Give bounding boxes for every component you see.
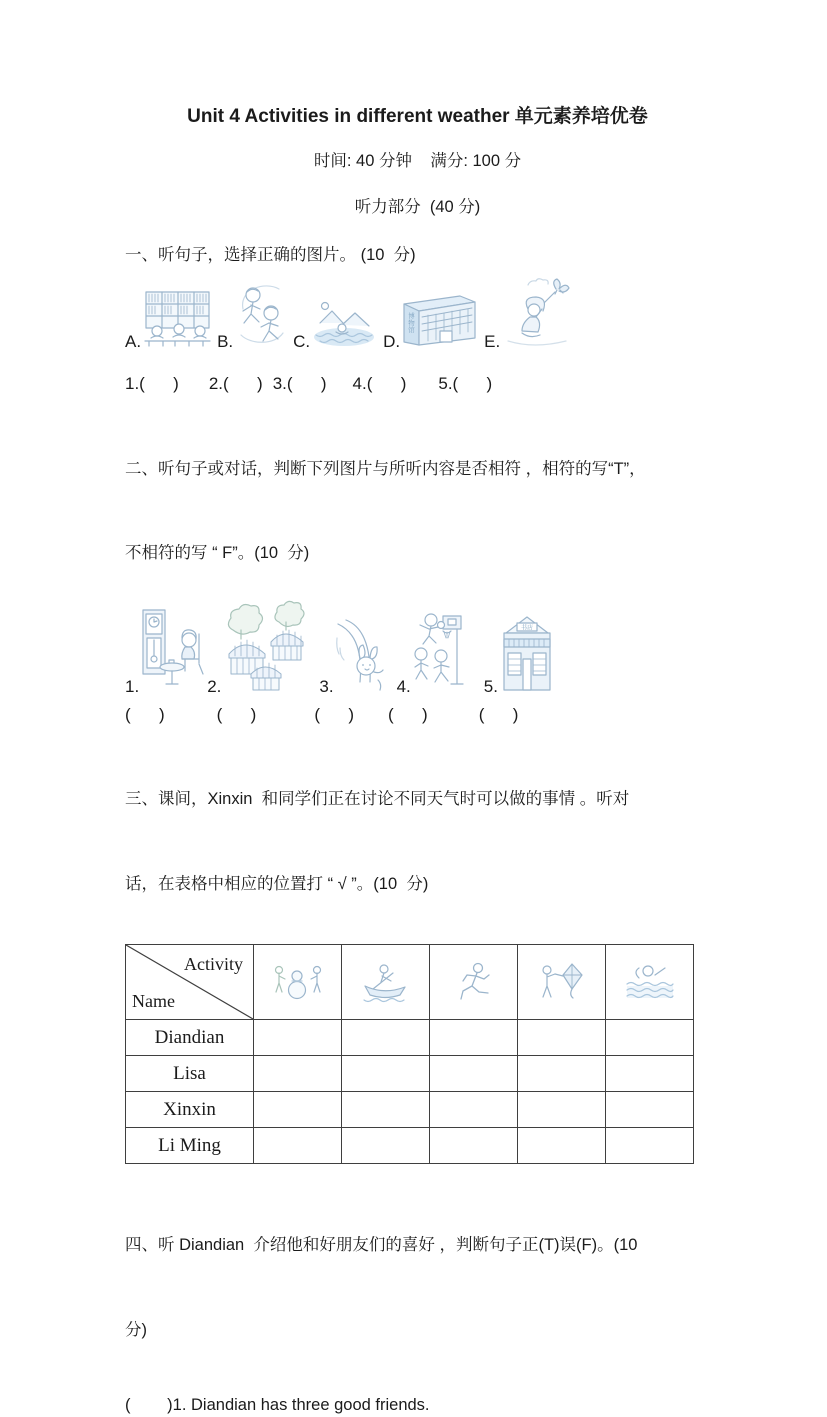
- corner-activity-label: Activity: [184, 954, 243, 974]
- check-cell: [606, 1128, 694, 1164]
- heading-line: 四、听 Diandian 介绍他和好朋友们的喜好 ，判断句子正(T)误(F)。(10: [125, 1236, 638, 1254]
- heading-line: 二、听句子或对话，判断下列图片与所听内容是否相符 ，相符的写“T”，: [125, 460, 646, 478]
- answer-blank-3: 3.( ): [272, 374, 327, 393]
- section-one-pictures: [125, 277, 710, 351]
- check-cell: [430, 1092, 518, 1128]
- activity-icon-cell: [254, 945, 342, 1020]
- section-three-heading: [125, 738, 710, 946]
- picture-item-4: [396, 612, 466, 696]
- picture-option-label: B.: [217, 332, 234, 351]
- picture-item-label: 4.: [396, 677, 411, 696]
- check-cell: [254, 1128, 342, 1164]
- table-corner-cell: [126, 945, 254, 1020]
- library-reading-icon: [143, 291, 212, 347]
- section-two-answer-blanks: [125, 703, 710, 726]
- picture-item-label: 3.: [319, 677, 334, 696]
- picture-item-label: 1.: [125, 677, 140, 696]
- activity-icon-cell: [342, 945, 430, 1020]
- picture-option-e: [484, 277, 572, 351]
- check-cell: [342, 1020, 430, 1056]
- tf-blank-3: ( ): [314, 705, 355, 724]
- picture-item-2: [207, 602, 310, 696]
- heading-line: 不相符的写 “ F”。(10 分): [125, 544, 310, 562]
- picture-item-1: [125, 606, 206, 696]
- table-row: [126, 1056, 694, 1092]
- answer-blank-4: 4.( ): [352, 374, 407, 393]
- check-cell: [518, 1128, 606, 1164]
- picture-item-label: 5.: [483, 677, 498, 696]
- picture-option-b: [217, 279, 288, 351]
- activity-icon-cell: [518, 945, 606, 1020]
- answer-blank-1: 1.( ): [125, 374, 179, 393]
- activity-icon-cell: [606, 945, 694, 1020]
- check-cell: [518, 1020, 606, 1056]
- student-name-cell: Li Ming: [126, 1128, 254, 1164]
- tf-question-1: ( )1. Diandian has three good friends.: [125, 1396, 430, 1414]
- amusement-park-icon: [223, 602, 310, 692]
- museum-building-icon: [402, 292, 477, 347]
- answer-blank-5: 5.( ): [438, 374, 493, 393]
- check-cell: [342, 1092, 430, 1128]
- tf-blank-4: ( ): [388, 705, 428, 724]
- tf-blank-1: ( ): [125, 705, 165, 724]
- heading-line: 三、课间，Xinxin 和同学们正在讨论不同天气时可以做的事情 。听对: [125, 790, 630, 808]
- picture-option-d: [383, 292, 477, 351]
- row-a-boat-icon: [360, 962, 412, 1002]
- svg-text:博: 博: [408, 313, 415, 320]
- check-cell: [518, 1056, 606, 1092]
- activity-table: [125, 944, 694, 1164]
- picture-option-label: A.: [125, 332, 142, 351]
- check-cell: [254, 1056, 342, 1092]
- picture-item-3: [319, 618, 384, 696]
- answer-blank-2: 2.( ): [208, 374, 263, 393]
- girl-at-home-icon: [141, 606, 206, 692]
- section-one-heading: 一、听句子，选择正确的图片。 (10 分): [125, 246, 416, 264]
- svg-text:书店: 书店: [520, 625, 533, 632]
- children-playing-basketball-icon: [413, 612, 466, 692]
- check-cell: [254, 1020, 342, 1056]
- section-two-heading: [125, 408, 710, 614]
- picture-option-c: [293, 301, 376, 351]
- swimming-in-lake-icon: [312, 301, 376, 347]
- bookstore-icon: [500, 615, 554, 692]
- time-score-line: 时间: 40 分钟 满分: 100 分: [313, 152, 522, 170]
- check-cell: [342, 1128, 430, 1164]
- check-cell: [430, 1056, 518, 1092]
- section-one-answer-blanks: [125, 372, 710, 395]
- picture-option-label: D.: [383, 332, 401, 351]
- running-icon: [448, 962, 500, 1002]
- listening-part-header: 听力部分 (40 分): [354, 198, 481, 216]
- section-four-heading: [125, 1184, 710, 1392]
- student-name-cell: Xinxin: [126, 1092, 254, 1128]
- table-header-row: [126, 945, 694, 1020]
- student-name-cell: Lisa: [126, 1056, 254, 1092]
- swimming-icon: [624, 962, 676, 1002]
- check-cell: [606, 1092, 694, 1128]
- picture-option-label: C.: [293, 332, 311, 351]
- picture-item-label: 2.: [207, 677, 222, 696]
- student-name-cell: Diandian: [126, 1020, 254, 1056]
- table-row: [126, 1092, 694, 1128]
- corner-name-label: Name: [132, 991, 175, 1011]
- check-cell: [518, 1092, 606, 1128]
- puppy-on-slide-icon: [336, 618, 385, 692]
- check-cell: [430, 1128, 518, 1164]
- activity-icon-cell: [430, 945, 518, 1020]
- tf-blank-5: ( ): [478, 705, 519, 724]
- table-row: [126, 1020, 694, 1056]
- check-cell: [606, 1020, 694, 1056]
- heading-line: 分): [125, 1321, 147, 1339]
- svg-text:馆: 馆: [408, 327, 415, 334]
- picture-option-a: [125, 291, 212, 351]
- picture-item-5: [483, 615, 554, 696]
- check-cell: [342, 1056, 430, 1092]
- table-row: [126, 1128, 694, 1164]
- children-running-icon: [235, 279, 288, 347]
- build-a-snowman-icon: [272, 962, 324, 1002]
- heading-line: 话，在表格中相应的位置打 “ √ ”。(10 分): [125, 875, 429, 893]
- check-cell: [430, 1020, 518, 1056]
- fly-a-kite-icon: [536, 962, 588, 1002]
- girl-flying-kite-icon: [502, 277, 572, 347]
- picture-option-label: E.: [484, 332, 501, 351]
- paper-title: Unit 4 Activities in different weather 单元素养培优卷: [187, 106, 648, 127]
- check-cell: [606, 1056, 694, 1092]
- tf-blank-2: ( ): [216, 705, 257, 724]
- section-two-pictures: [125, 600, 710, 696]
- svg-text:物: 物: [408, 320, 415, 327]
- check-cell: [254, 1092, 342, 1128]
